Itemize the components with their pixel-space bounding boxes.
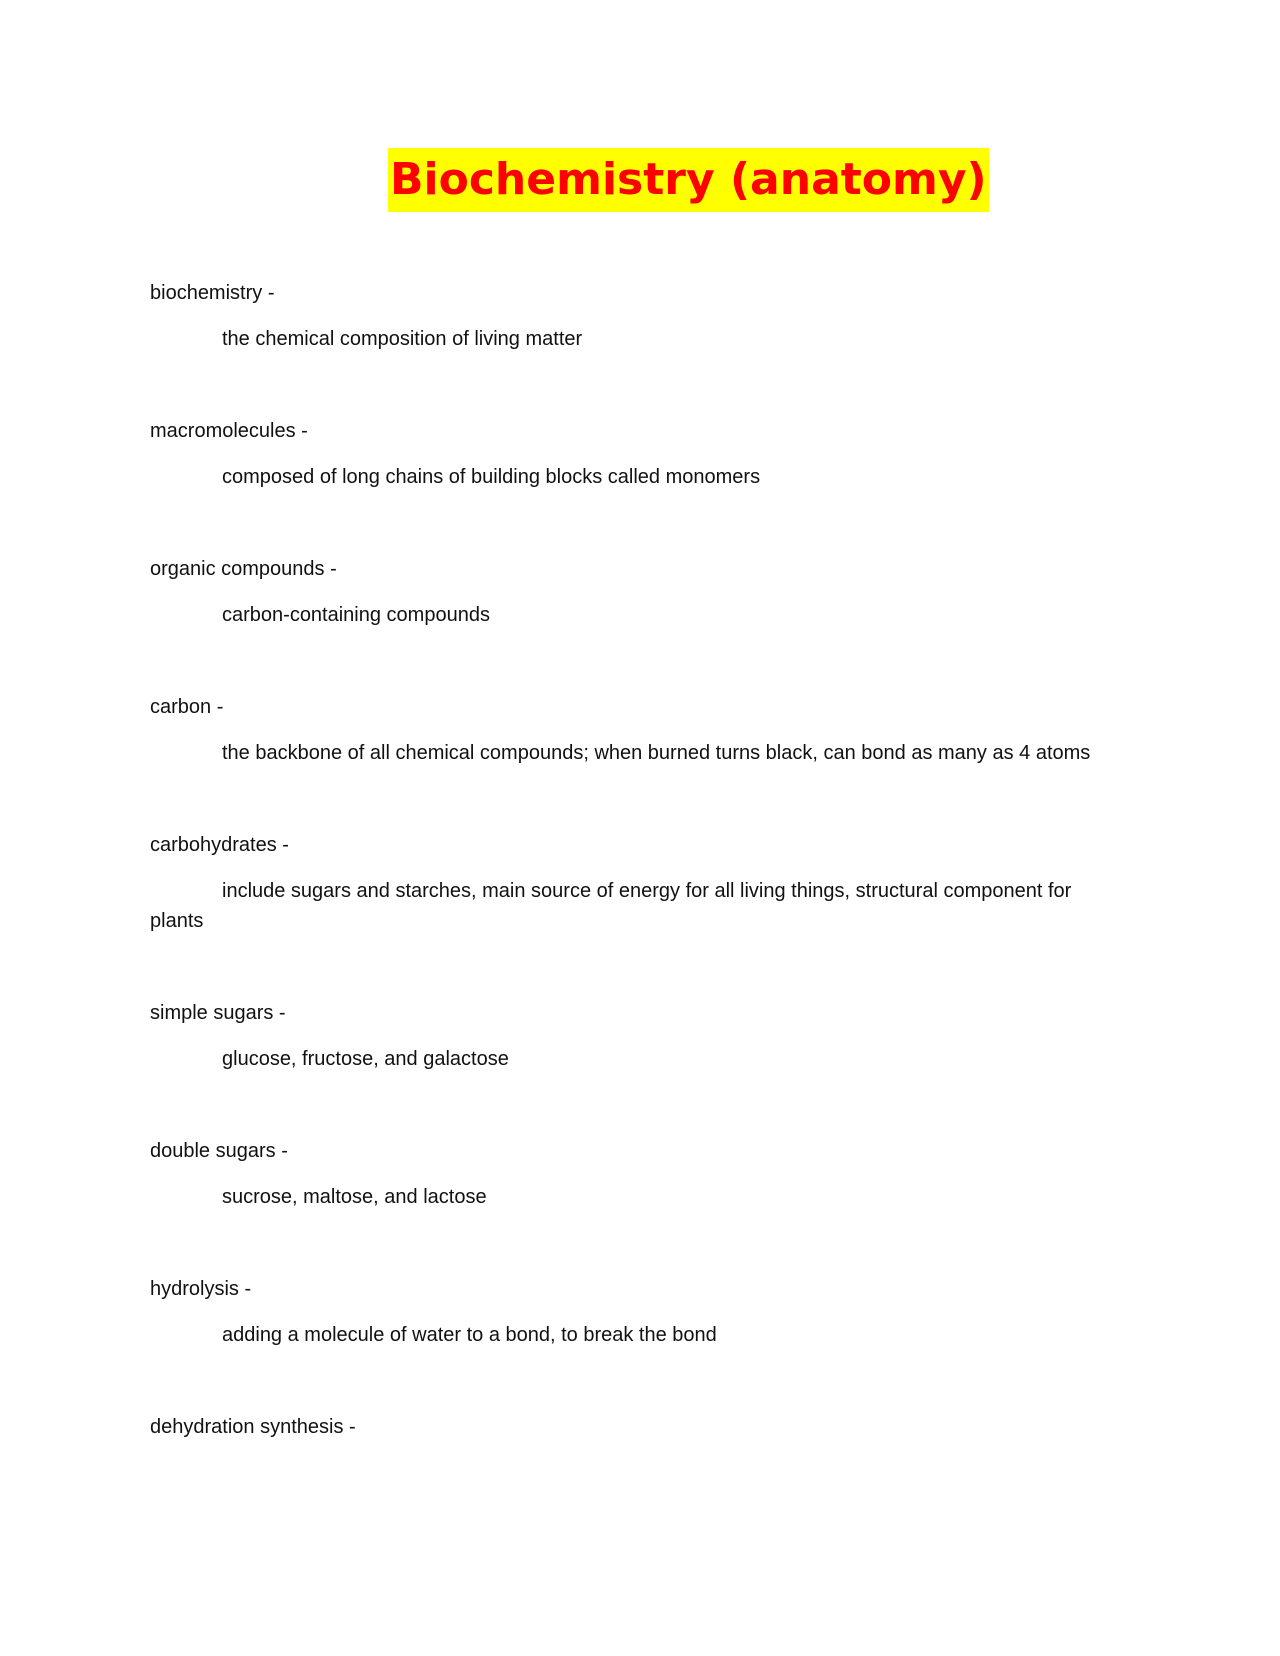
- entry-spacer: [150, 1350, 1130, 1412]
- glossary-definition: sucrose, maltose, and lactose: [222, 1186, 487, 1208]
- glossary-list: [150, 278, 1130, 1442]
- glossary-term: hydrolysis -: [150, 1278, 252, 1300]
- glossary-definition: include sugars and starches, main source of energy for all living things, structural component for plants: [150, 880, 1072, 932]
- glossary-entry: [150, 1136, 1130, 1212]
- glossary-term: dehydration synthesis -: [150, 1416, 356, 1438]
- glossary-definition: carbon-containing compounds: [222, 604, 490, 626]
- glossary-definition: adding a molecule of water to a bond, to break the bond: [222, 1324, 717, 1346]
- glossary-term: carbon -: [150, 696, 224, 718]
- entry-spacer: [150, 936, 1130, 998]
- glossary-entry: [150, 1412, 1130, 1442]
- glossary-definition: glucose, fructose, and galactose: [222, 1048, 509, 1070]
- entry-spacer: [150, 492, 1130, 554]
- document-title: Biochemistry (anatomy): [388, 148, 989, 212]
- glossary-term: simple sugars -: [150, 1002, 286, 1024]
- glossary-term: biochemistry -: [150, 282, 275, 304]
- glossary-term: organic compounds -: [150, 558, 337, 580]
- glossary-term: carbohydrates -: [150, 834, 289, 856]
- glossary-entry: [150, 692, 1130, 768]
- glossary-entry: [150, 416, 1130, 492]
- title-container: [388, 148, 989, 212]
- glossary-definition: the backbone of all chemical compounds; when burned turns black, can bond as many as 4 atoms: [222, 742, 1091, 764]
- glossary-entry: [150, 554, 1130, 630]
- entry-spacer: [150, 630, 1130, 692]
- entry-spacer: [150, 1212, 1130, 1274]
- glossary-entry: [150, 278, 1130, 354]
- glossary-entry: [150, 1274, 1130, 1350]
- entry-spacer: [150, 354, 1130, 416]
- glossary-term: double sugars -: [150, 1140, 288, 1162]
- entry-spacer: [150, 1074, 1130, 1136]
- glossary-term: macromolecules -: [150, 420, 308, 442]
- glossary-definition: composed of long chains of building blocks called monomers: [222, 466, 761, 488]
- glossary-entry: [150, 830, 1130, 936]
- glossary-entry: [150, 998, 1130, 1074]
- glossary-definition: the chemical composition of living matter: [222, 328, 583, 350]
- entry-spacer: [150, 768, 1130, 830]
